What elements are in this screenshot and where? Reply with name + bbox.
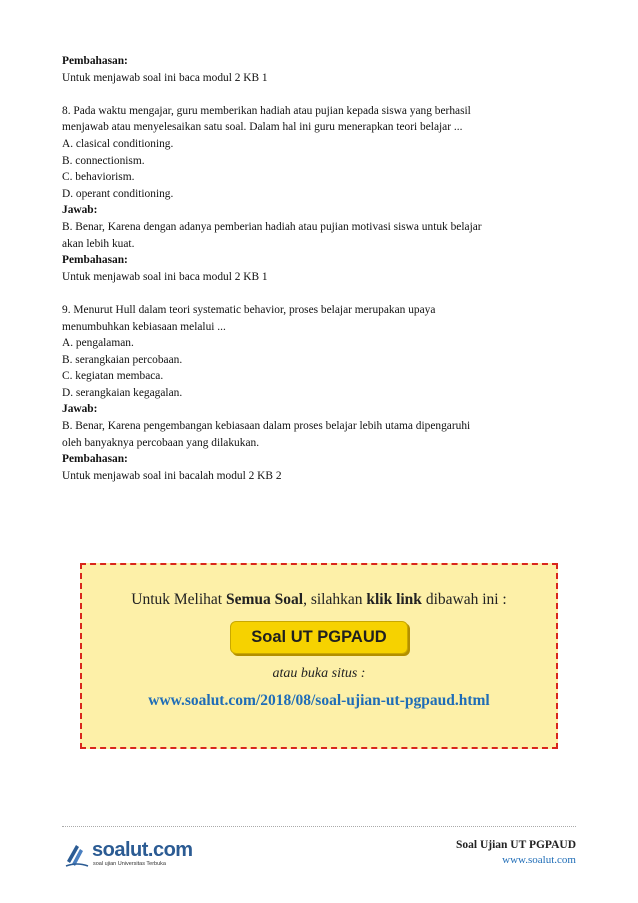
question-text: menumbuhkan kebiasaan melalui ...	[62, 320, 226, 333]
question-text: menjawab atau menyelesaikan satu soal. Dalam hal ini guru menerapkan teori belajar ...	[62, 121, 463, 134]
footer-title: Soal Ujian UT PGPAUD	[455, 839, 576, 851]
promo-text: , silahkan	[303, 591, 367, 608]
section-heading: Pembahasan:	[62, 453, 128, 466]
answer-text: oleh banyaknya percobaan yang dilakukan.	[62, 436, 260, 449]
answer-text: B. Benar, Karena pengembangan kebiasaan dalam proses belajar lebih utama dipengaruhi	[62, 420, 471, 433]
answer-option: A. clasical conditioning.	[62, 137, 174, 150]
answer-option: D. operant conditioning.	[62, 187, 174, 200]
footer-info	[456, 838, 576, 868]
section-heading: Pembahasan:	[62, 55, 128, 67]
answer-text: akan lebih kuat.	[62, 237, 135, 250]
promo-instruction	[82, 591, 556, 609]
section-heading: Jawab:	[62, 204, 98, 217]
text-line: Untuk menjawab soal ini baca modul 2 KB 1	[62, 71, 268, 84]
answer-option: B. serangkaian percobaan.	[62, 353, 183, 366]
promo-url-link[interactable]: www.soalut.com/2018/08/soal-ujian-ut-pgpaud.html	[148, 692, 490, 709]
footer-divider	[62, 826, 576, 827]
promo-text-bold: klik link	[366, 591, 422, 608]
text-line: Untuk menjawab soal ini bacalah modul 2 KB 2	[62, 469, 282, 482]
blank-line	[62, 285, 582, 302]
soalut-logo	[64, 839, 193, 871]
document-body	[62, 53, 582, 484]
section-heading: Pembahasan:	[62, 254, 128, 267]
promo-text: Untuk Melihat	[131, 591, 226, 608]
answer-option: C. behaviorism.	[62, 171, 135, 184]
answer-option: C. kegiatan membaca.	[62, 370, 164, 383]
promo-alt-text: atau buka situs :	[272, 666, 366, 681]
answer-option: A. pengalaman.	[62, 337, 134, 350]
text-line: Untuk menjawab soal ini baca modul 2 KB 1	[62, 270, 268, 283]
blank-line	[62, 86, 582, 103]
question-text: 9. Menurut Hull dalam teori systematic behavior, proses belajar merupakan upaya	[62, 303, 436, 316]
soal-ut-pgpaud-button[interactable]: Soal UT PGPAUD	[230, 621, 408, 654]
logo-name: soalut.com	[92, 839, 193, 861]
footer-website-link[interactable]: www.soalut.com	[502, 854, 576, 866]
promo-box	[80, 563, 558, 749]
books-icon	[64, 841, 90, 869]
promo-text: dibawah ini :	[421, 591, 507, 608]
section-heading: Jawab:	[62, 403, 98, 416]
logo-tagline: soal ujian Universitas Terbuka	[93, 861, 166, 867]
question-text: 8. Pada waktu mengajar, guru memberikan hadiah atau pujian kepada siswa yang berhasil	[62, 104, 471, 117]
promo-text-bold: Semua Soal	[225, 591, 304, 608]
answer-text: B. Benar, Karena dengan adanya pemberian hadiah atau pujian motivasi siswa untuk belajar	[62, 220, 482, 233]
answer-option: D. serangkaian kegagalan.	[62, 386, 183, 399]
answer-option: B. connectionism.	[62, 154, 145, 167]
